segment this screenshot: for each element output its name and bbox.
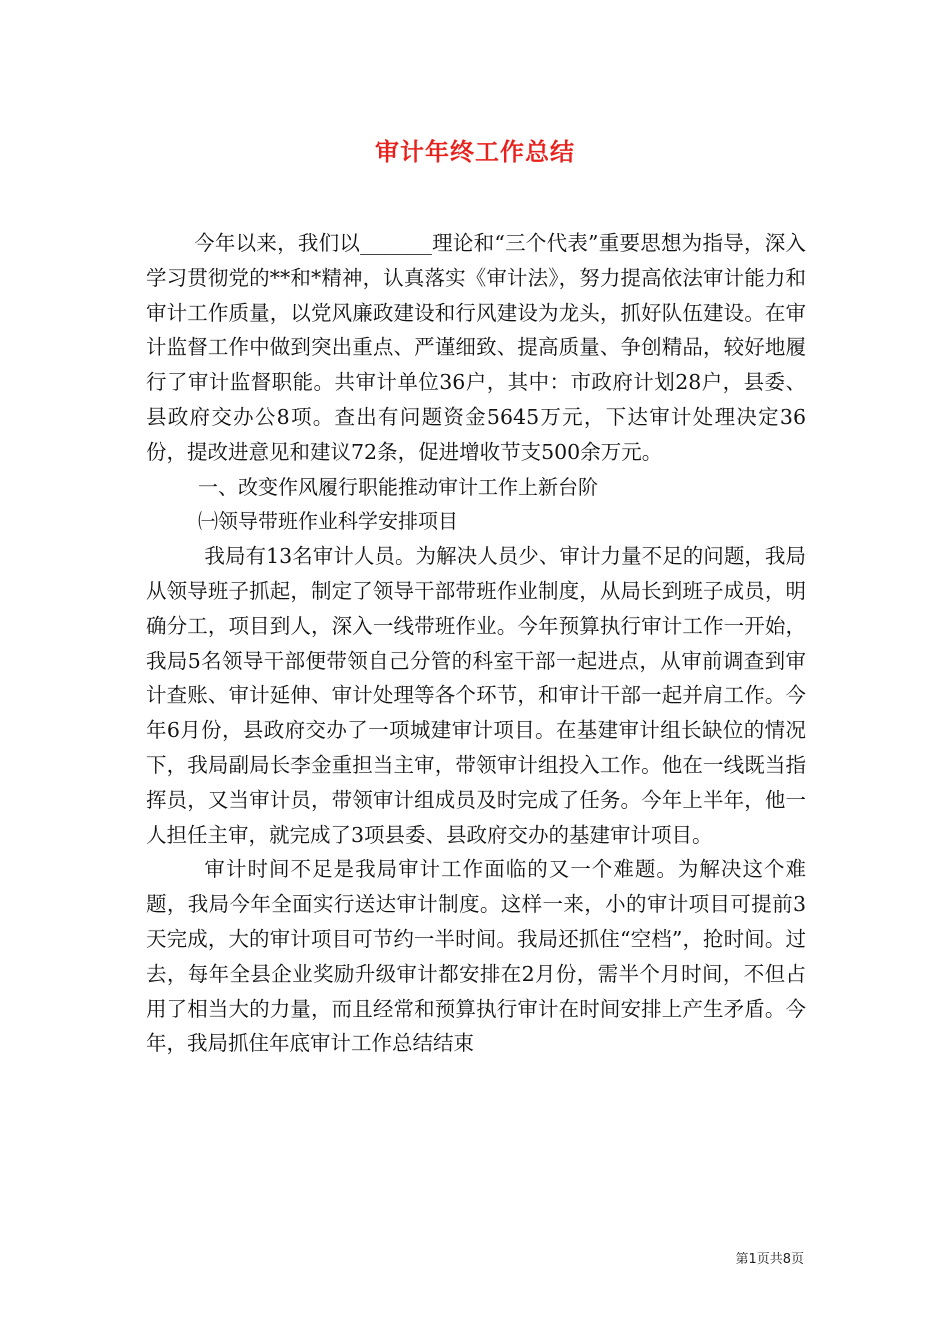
body-paragraph-1: 我局有13名审计人员。为解决人员少、审计力量不足的问题，我局从领导班子抓起，制定了领导干部带班作业制度，从局长到班子成员，明确分工，项目到人，深入一线带班作业。今年预算执行审计工作一开始，我局5名领导干部便带领自己分管的科室干部一起进点，从审前调查到审计查账、审计延伸、审计处理等各个环节，和审计干部一起并肩工作。今年6月份，县政府交办了一项城建审计项目。在基建审计组长缺位的情况下，我局副局长李金重担当主审，带领审计组投入工作。他在一线既当指挥员，又当审计员，带领审计组成员及时完成了任务。今年上半年，他一人担任主审，就完成了3项县委、县政府交办的基建审计项目。	[146, 544, 806, 847]
intro-paragraph: 今年以来，我们以_______理论和“三个代表”重要思想为指导，深入学习贯彻党的**和*精神，认真落实《审计法》，努力提高依法审计能力和审计工作质量，以党风廉政建设和行风建设为龙头，抓好队伍建设。在审计监督工作中做到突出重点、严谨细致、提高质量、争创精品，较好地履行了审计监督职能。共审计单位36户，其中：市政府计划28户，县委、县政府交办公8项。查出有问题资金5645万元，下达审计处理决定36份，提改进意见和建议72条，促进增收节支500余万元。	[146, 231, 806, 464]
page-number-footer: 第1页共8页	[735, 1252, 804, 1267]
document-body	[146, 226, 806, 1061]
subsection-heading: ㈠领导带班作业科学安排项目	[198, 509, 458, 534]
section-heading: 一、改变作风履行职能推动审计工作上新台阶	[198, 474, 598, 499]
document-title: 审计年终工作总结	[375, 138, 575, 166]
body-paragraph-2: 审计时间不足是我局审计工作面临的又一个难题。为解决这个难题，我局今年全面实行送达审计制度。这样一来，小的审计项目可提前3天完成，大的审计项目可节约一半时间。我局还抓住“空档”，抢时间。过去，每年全县企业奖励升级审计都安排在2月份，需半个月时间，不但占用了相当大的力量，而且经常和预算执行审计在时间安排上产生矛盾。今年，我局抓住年底审计工作总结结束	[146, 857, 806, 1056]
